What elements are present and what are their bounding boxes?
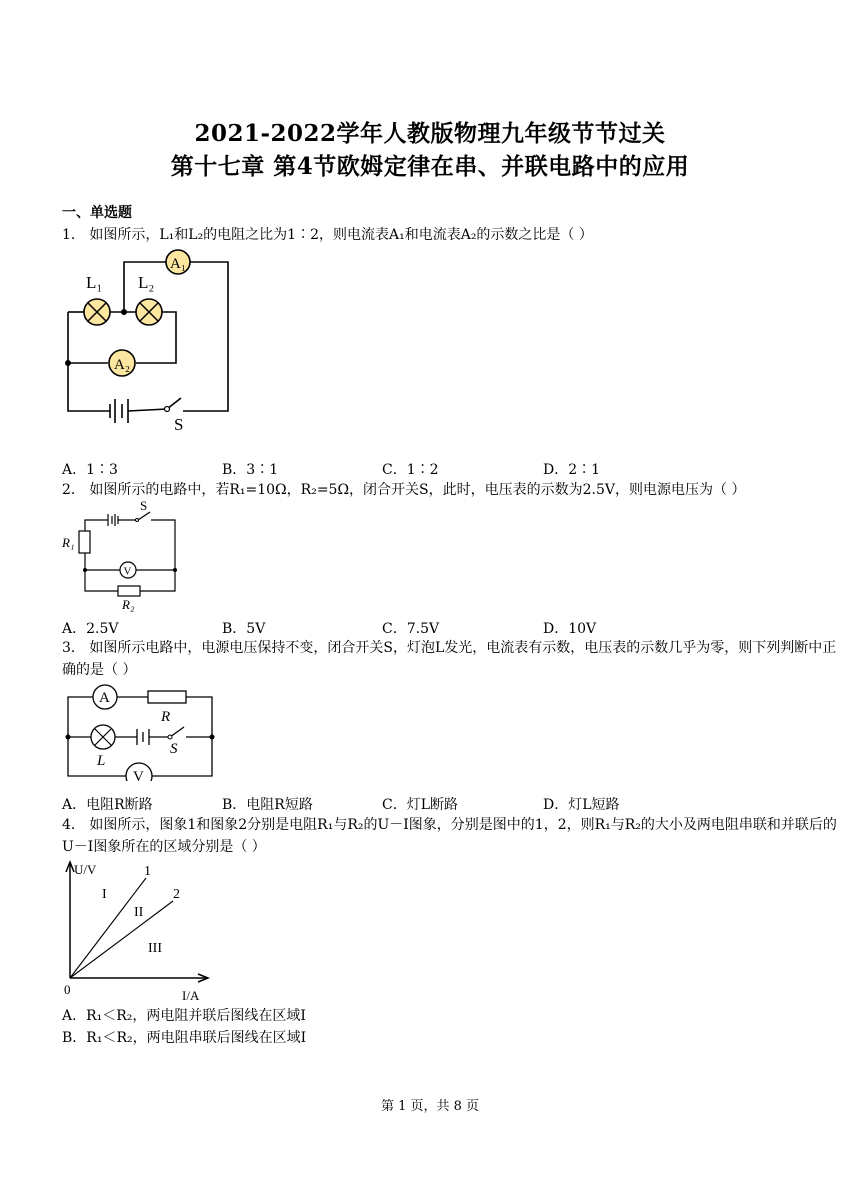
resistor-r1-label: R₁ [62,535,75,550]
question-1-circuit [60,248,240,430]
y-axis-label: U/V [74,862,97,877]
question-3-stem: 3． 如图所示电路中，电源电压保持不变，闭合开关S，灯泡L发光，电流表有示数，电压表的示数几乎为零，则下列判断中正确的是（ ） [62,640,837,678]
region-1-label: I [102,887,107,902]
option-a[interactable]: A．2.5V [62,621,119,637]
option-d[interactable]: D．2∶1 [543,462,601,478]
option-d[interactable]: D．灯L短路 [543,797,620,813]
question-2-options [62,618,842,638]
section-heading: 一、单选题 [62,205,132,221]
voltmeter-v-label: V [123,565,132,578]
question-2-circuit [58,497,183,615]
switch-s-label: S [174,415,184,430]
question-3-options [62,794,842,814]
line-2-label: 2 [173,887,180,902]
option-b[interactable]: B．5V [222,621,266,637]
question-1-options [62,459,842,479]
switch-s-label: S [170,741,178,757]
page-footer: 第 1 页，共 8 页 [380,1099,480,1114]
question-4-option-b[interactable]: B．R₁＜R₂，两电阻串联后图线在区域I [62,1030,307,1046]
option-b[interactable]: B．电阻R短路 [222,797,313,813]
resistor-r2-label: R₂ [122,597,135,612]
title-line-2: 第十七章 第4节欧姆定律在串、并联电路中的应用 [170,153,690,180]
option-b[interactable]: B．3∶1 [222,462,279,478]
question-4-ui-graph [58,858,218,1004]
option-c[interactable]: C．7.5V [382,621,440,637]
option-c[interactable]: C．1∶2 [382,462,439,478]
voltmeter-v-label: V [133,769,144,781]
option-d[interactable]: D．10V [543,621,597,637]
question-1-stem: 1． 如图所示，L₁和L₂的电阻之比为1∶2，则电流表A₁和电流表A₂的示数之比是（ ） [62,227,593,243]
question-2-stem: 2． 如图所示的电路中，若R₁=10Ω，R₂=5Ω，闭合开关S，此时，电压表的示数为2.5V，则电源电压为（ ） [62,482,746,498]
ammeter-a-label: A [99,690,110,706]
x-axis-label: I/A [182,988,200,1003]
lamp-l2-label: L₂ [138,273,155,292]
ammeter-a2-label: A₂ [114,357,131,373]
question-4-stem: 4． 如图所示，图象1和图象2分别是电阻R₁与R₂的U－I图象，分别是图中的1，2，则R₁与R₂的大小及两电阻串联和并联后的U－I图象所在的区域分别是（ ） [62,817,837,855]
switch-s-label: S [140,498,148,513]
question-3-circuit [60,681,225,781]
lamp-l1-label: L₁ [86,273,103,292]
title-line-1: 2021-2022学年人教版物理九年级节节过关 [194,120,666,147]
origin-label: 0 [64,982,71,997]
ammeter-a1-label: A₁ [170,256,187,272]
question-4-option-a[interactable]: A．R₁＜R₂，两电阻并联后图线在区域I [62,1008,306,1024]
option-c[interactable]: C．灯L断路 [382,797,459,813]
resistor-r-label: R [161,709,171,725]
option-a[interactable]: A．电阻R断路 [62,797,153,813]
line-1-label: 1 [144,864,151,879]
option-a[interactable]: A．1∶3 [62,462,118,478]
region-2-label: II [134,905,144,920]
lamp-l-label: L [97,753,106,769]
region-3-label: III [148,941,162,956]
